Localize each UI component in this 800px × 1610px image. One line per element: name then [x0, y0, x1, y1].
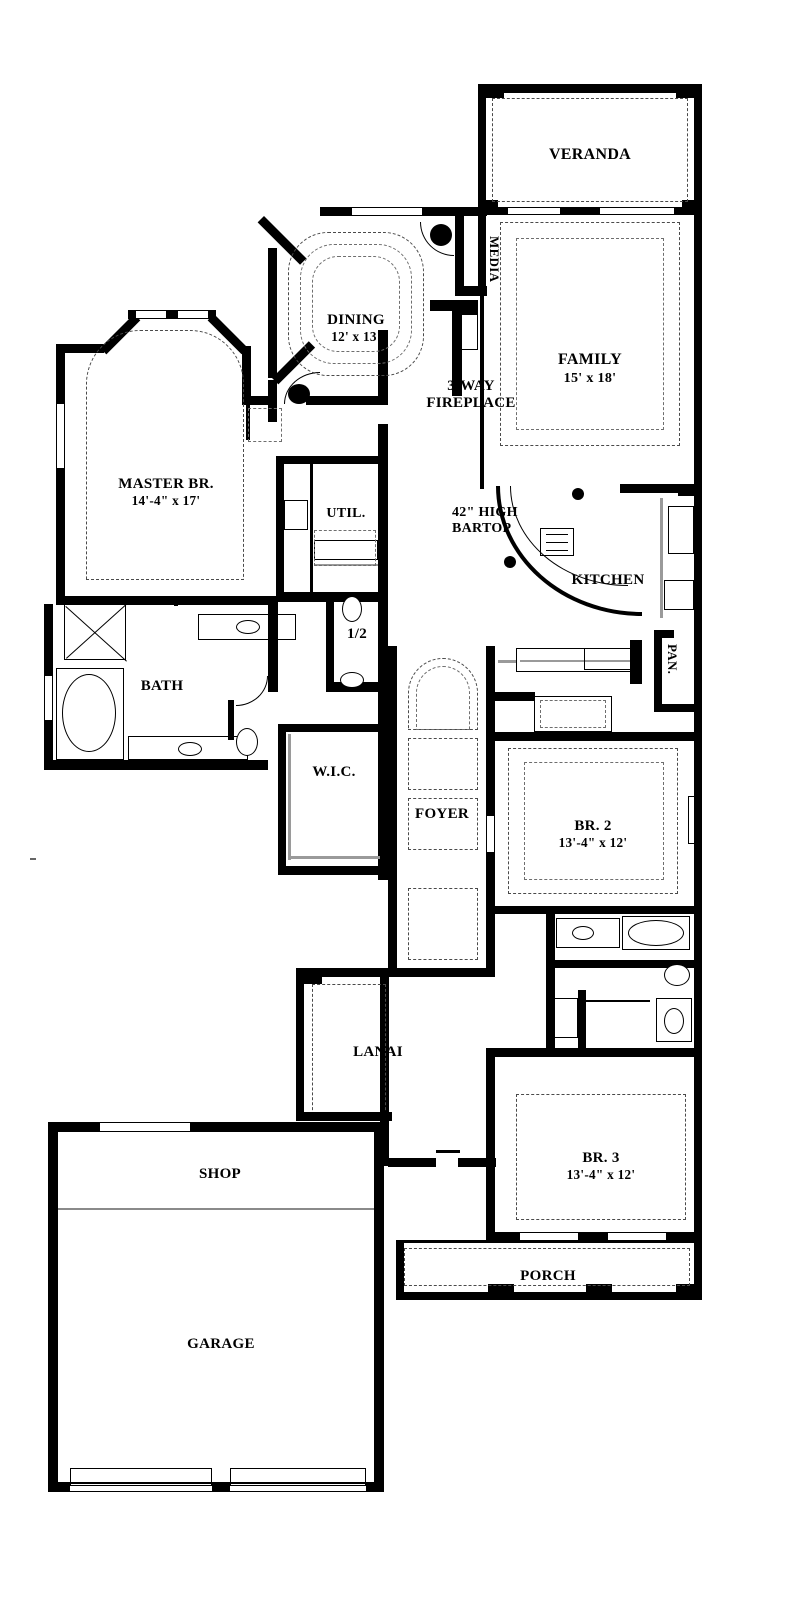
- room-label-media: MEDIA: [487, 236, 502, 283]
- kitchen-wall-lower: [630, 640, 642, 684]
- shop-garage-divider: [58, 1208, 374, 1210]
- hallbath-wall-right: [694, 908, 702, 1056]
- room-label-porch: PORCH: [520, 1268, 576, 1284]
- room-label-foyer: FOYER: [415, 806, 469, 822]
- foyer-door-stub: [486, 646, 495, 668]
- util-appliance-dash: [314, 530, 376, 566]
- room-label-bath: BATH: [140, 678, 184, 694]
- hallbath-hall-line: [586, 1000, 650, 1002]
- kitchen-wall-right: [694, 484, 702, 740]
- veranda-wall-top: [478, 84, 702, 93]
- room-label-kitchen: KITCHEN: [571, 572, 645, 588]
- foyer-panel-3: [408, 888, 478, 960]
- br3-name: BR. 3: [582, 1149, 620, 1166]
- porch-post-mid: [586, 1284, 612, 1300]
- dining-door-leaf-bottom: [288, 384, 310, 404]
- hallbath-sink: [572, 926, 594, 940]
- lanai-step-line: [436, 1150, 460, 1153]
- family-wall-right: [694, 207, 702, 489]
- fireplace-line1: 3-WAY: [447, 377, 495, 394]
- br3-dimension: 13'-4" x 12': [566, 1167, 636, 1183]
- entry-stub-1: [388, 870, 397, 900]
- master-bay-window-1: [136, 311, 166, 318]
- kitchen-fridge-dash: [540, 700, 606, 728]
- util-divider: [310, 462, 313, 592]
- bath-wall-bottom: [44, 760, 268, 770]
- lanai-wall-left: [296, 968, 304, 1120]
- garage-wall-top-opening: [100, 1123, 190, 1131]
- room-label-util: UTIL.: [326, 506, 366, 521]
- room-label-bartop: [452, 488, 562, 554]
- bath-partition: [228, 700, 234, 740]
- veranda-door-opening: [508, 208, 560, 214]
- kitchen-counter-right: [660, 498, 663, 618]
- lanai-wall-bottom: [296, 1112, 392, 1121]
- dining-window-top: [352, 208, 422, 215]
- pan-wall-bottom: [654, 704, 702, 712]
- bath-tub: [62, 674, 116, 752]
- room-label-shop: SHOP: [198, 1166, 242, 1182]
- kitchen-hall-stub: [495, 692, 535, 701]
- util-wall-left: [276, 456, 284, 602]
- fireplace-body: [452, 300, 478, 314]
- master-ceiling-outline: [86, 330, 244, 580]
- bath-window: [45, 676, 52, 720]
- veranda-door-opening-2: [600, 208, 674, 214]
- master-wall-left: [56, 344, 65, 604]
- foyer-wall-left: [388, 646, 397, 976]
- master-name: MASTER BR.: [118, 475, 214, 492]
- garage-wall-top: [48, 1122, 384, 1132]
- bartop-line2: BARTOP: [452, 521, 512, 537]
- master-bay-window-2: [178, 311, 208, 318]
- porch-wall-bottom: [396, 1292, 702, 1300]
- br3-wall-top: [486, 1048, 548, 1057]
- room-label-br3: [516, 1132, 686, 1201]
- entry-stub-2: [486, 898, 495, 916]
- room-label-dining: [300, 294, 412, 363]
- room-label-veranda: VERANDA: [548, 146, 632, 163]
- wic-wall-bottom: [278, 866, 388, 875]
- family-name: FAMILY: [557, 350, 623, 368]
- br2-wall-bottom: [486, 906, 702, 914]
- br3-wall-left: [486, 1056, 495, 1240]
- foyer-panel-1: [408, 738, 478, 790]
- hallbath-linen: [554, 998, 578, 1038]
- media-wall-left: [455, 207, 464, 293]
- garage-wall-left: [48, 1122, 58, 1492]
- garage-door-panel-2: [230, 1468, 366, 1486]
- dining-door-leaf-top: [430, 224, 452, 246]
- fireplace-line2: FIREPLACE: [426, 395, 516, 412]
- bath-sink-1: [236, 620, 260, 634]
- util-washer: [284, 500, 308, 530]
- br2-dimension: 13'-4" x 12': [558, 835, 628, 851]
- lanai-right-connector: [388, 1158, 436, 1167]
- wic-wall-top: [278, 724, 388, 732]
- hallbath-sink-2: [664, 1008, 684, 1034]
- br3-window-bottom-2: [608, 1233, 666, 1240]
- garage-wall-right: [374, 1122, 384, 1492]
- porch-post-left: [488, 1284, 514, 1300]
- foyer-arch-inner: [416, 666, 470, 730]
- room-label-br2: [508, 800, 678, 869]
- kitchen-counter-hall: [498, 660, 516, 663]
- master-wall-left-window: [57, 404, 64, 468]
- bath-wall-top-right: [174, 596, 278, 605]
- half-toilet: [342, 596, 362, 622]
- master-hall-stub: [174, 596, 178, 606]
- br3-wall-right: [694, 1056, 702, 1240]
- garage-door-panel-1: [70, 1468, 212, 1486]
- misc-mark-left: [30, 858, 36, 860]
- room-label-lanai: LANAI: [353, 1044, 403, 1060]
- hallbath-toilet: [664, 964, 690, 986]
- porch-wall-right: [694, 1240, 702, 1300]
- master-dimension: 14'-4" x 17': [131, 493, 201, 509]
- dining-wall-bay-lower-left: [268, 318, 277, 378]
- br2-door-opening: [487, 816, 494, 852]
- kitchen-window-right-2: [664, 580, 694, 610]
- dining-dimension: 12' x 13': [331, 329, 381, 345]
- wic-shelf-bottom: [288, 856, 380, 859]
- hallbath-partition: [578, 990, 586, 1050]
- room-label-fireplace: [398, 360, 544, 431]
- half-sink: [340, 672, 364, 688]
- bath-door-swing: [236, 676, 268, 706]
- master-hall-dash: [248, 408, 282, 442]
- fireplace-hearth: [456, 314, 478, 350]
- room-label-half-bath: 1/2: [346, 626, 368, 642]
- wic-wall-right: [378, 692, 388, 880]
- veranda-wall-right: [694, 84, 702, 214]
- bath-sink-2: [178, 742, 202, 756]
- porch-wall-left: [396, 1240, 404, 1296]
- wic-wall-left: [278, 724, 286, 874]
- bath-wall-right-upper: [268, 596, 278, 692]
- dining-wall-bay-upper-left: [268, 248, 277, 318]
- br2-name: BR. 2: [574, 817, 612, 834]
- util-wall-top: [276, 456, 388, 464]
- bartop-post-top: [572, 488, 584, 500]
- porch-line-top: [396, 1240, 702, 1243]
- br3-window-bottom-1: [520, 1233, 578, 1240]
- lanai-right-connector-2: [458, 1158, 496, 1167]
- foyer-wall-bottom: [388, 968, 495, 977]
- bartop-line1: 42" HIGH: [452, 504, 518, 520]
- hallbath-wall-bottom: [546, 1048, 702, 1057]
- br2-wall-top: [486, 732, 702, 741]
- media-wall-bottom: [455, 286, 487, 296]
- kitchen-window-right-1: [668, 506, 694, 554]
- bath-toilet: [236, 728, 258, 756]
- pan-wall-top: [654, 630, 674, 638]
- room-label-pan: PAN.: [665, 644, 680, 675]
- dining-name: DINING: [327, 311, 385, 328]
- hallbath-tub-basin: [628, 920, 684, 946]
- wic-shelf-left: [288, 734, 291, 860]
- bath-shower-curb: [64, 598, 126, 605]
- bartop-post-bottom: [504, 556, 516, 568]
- family-wall-left: [478, 207, 486, 287]
- room-label-wic: W.I.C.: [312, 764, 356, 780]
- veranda-wall-left: [478, 84, 486, 214]
- room-label-master: [88, 458, 244, 527]
- kitchen-sink: [584, 648, 632, 670]
- room-label-garage: GARAGE: [187, 1336, 255, 1352]
- br2-window: [688, 796, 702, 844]
- family-dimension: 15' x 18': [563, 369, 617, 386]
- pan-wall-left: [654, 630, 662, 712]
